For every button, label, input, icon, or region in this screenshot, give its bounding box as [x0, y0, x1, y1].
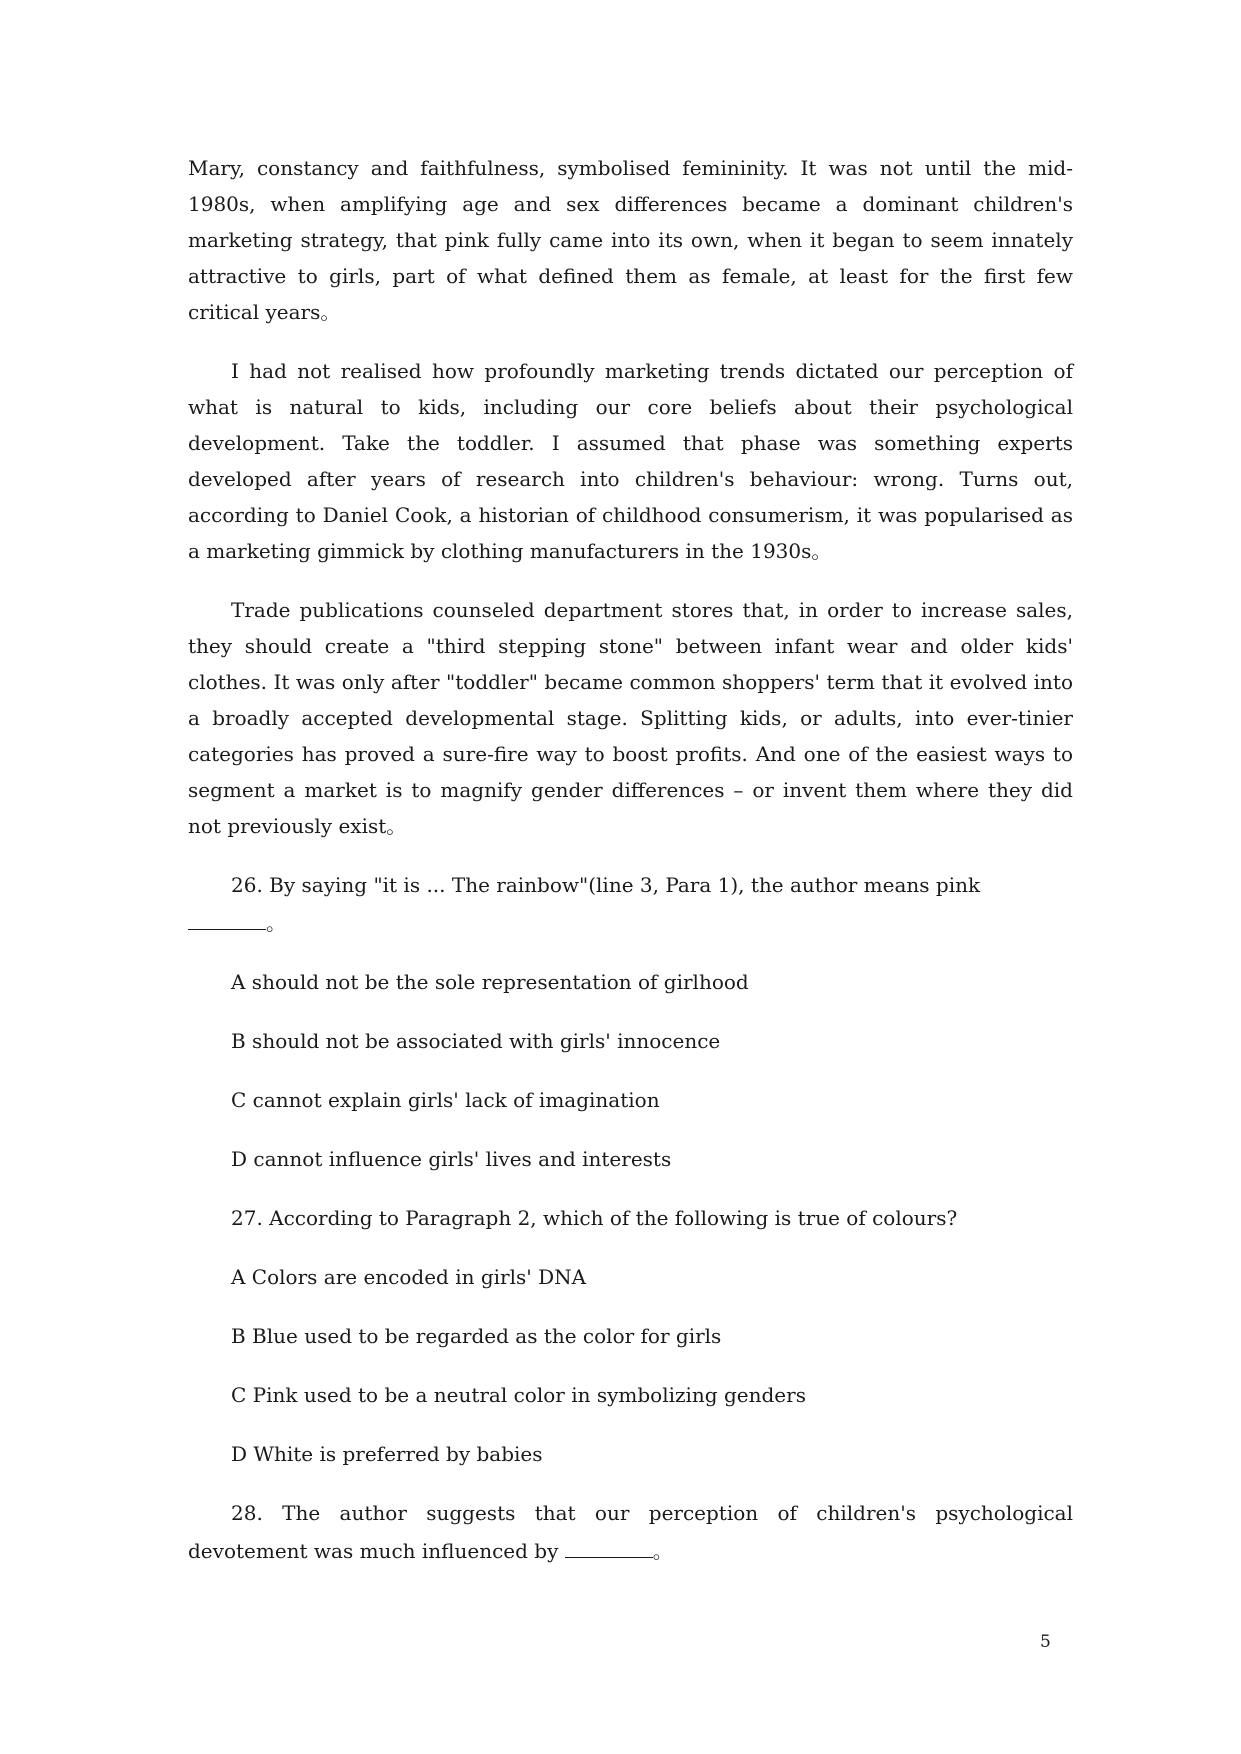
- paragraph-toddler: I had not realised how profoundly marketing trends dictated our perception of what is natural to kids, including our core beliefs about their psychological development. Take the toddler. I assumed that phase was something experts developed after years of research into children's behaviour: wrong. Turns out, according to Daniel Cook, a historian of childhood consumerism, it was popularised as a marketing gimmick by clothing manufacturers in the 1930s。: [188, 359, 1073, 563]
- option-27-b: B Blue used to be regarded as the color for girls: [231, 1324, 722, 1348]
- question-26-end: 。: [266, 911, 286, 935]
- option-27-a: A Colors are encoded in girls' DNA: [231, 1265, 587, 1289]
- question-27: 27. According to Paragraph 2, which of the following is true of colours?: [231, 1206, 958, 1230]
- page-number: 5: [1040, 1632, 1051, 1652]
- option-26-a: A should not be the sole representation of girlhood: [231, 970, 749, 994]
- question-26-stem: 26. By saying "it is ... The rainbow"(line 3, Para 1), the author means pink: [231, 873, 981, 897]
- question-28-stem: 28. The author suggests that our perception of children's psychological devotement was much influenced by: [188, 1501, 1073, 1563]
- paragraph-continued: Mary, constancy and faithfulness, symbolised femininity. It was not until the mid-1980s, when amplifying age and sex differences became a dominant children's marketing strategy, that pink fully came into its own, when it began to seem innately attractive to girls, part of what defined them as female, at least for the first few critical years。: [188, 156, 1073, 324]
- paragraph-trade-publications: Trade publications counseled department stores that, in order to increase sales, they should create a "third stepping stone" between infant wear and older kids' clothes. It was only after "toddler" became common shoppers' term that it evolved into a broadly accepted developmental stage. Splitting kids, or adults, into ever-tinier categories has proved a sure-fire way to boost profits. And one of the easiest ways to segment a market is to magnify gender differences – or invent them where they did not previously exist。: [188, 598, 1073, 838]
- question-28: [188, 1495, 1073, 1569]
- option-26-b: B should not be associated with girls' innocence: [231, 1029, 721, 1053]
- option-26-c: C cannot explain girls' lack of imagination: [231, 1088, 660, 1112]
- option-26-d: D cannot influence girls' lives and interests: [231, 1147, 672, 1171]
- answer-blank-26: [188, 903, 266, 930]
- answer-blank-28: [565, 1531, 653, 1558]
- option-27-d: D White is preferred by babies: [231, 1442, 543, 1466]
- option-27-c: C Pink used to be a neutral color in symbolizing genders: [231, 1383, 806, 1407]
- question-28-end: 。: [652, 1539, 673, 1563]
- document-page: [188, 150, 1073, 1592]
- question-26: [188, 867, 1073, 941]
